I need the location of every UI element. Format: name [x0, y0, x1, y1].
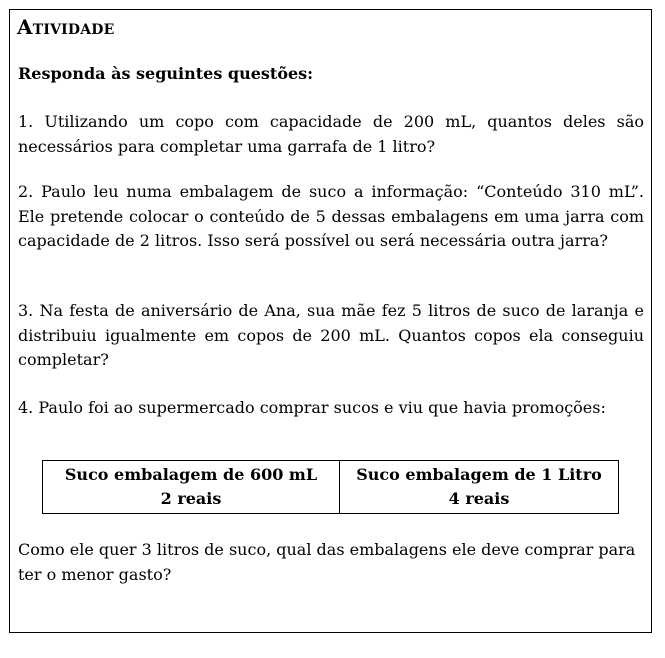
promotion-price: 2 reais — [160, 489, 222, 508]
closing-question: Como ele quer 3 litros de suco, qual das embalagens ele deve comprar para ter o menor gasto? — [18, 540, 636, 584]
promotion-product: Suco embalagem de 600 mL — [64, 465, 318, 484]
promotion-cell-600ml — [43, 461, 340, 514]
promotion-cell-1litro — [340, 461, 619, 514]
promotions-row — [43, 461, 619, 514]
promotion-price: 4 reais — [448, 489, 510, 508]
promotions-table — [42, 460, 619, 514]
instruction-text: Responda às seguintes questões: — [18, 64, 314, 83]
question-4: 4. Paulo foi ao supermercado comprar sucos e viu que havia promoções: — [18, 398, 606, 417]
promotion-product: Suco embalagem de 1 Litro — [356, 465, 602, 484]
activity-title: Atividade — [17, 15, 115, 39]
question-2: 2. Paulo leu numa embalagem de suco a informação: “Conteúdo 310 mL”. Ele pretende colocar o conteúdo de 5 dessas embalagens em uma jarra com capacidade de 2 litros. Isso será possível ou será necessária outra jarra? — [18, 182, 644, 250]
question-3: 3. Na festa de aniversário de Ana, sua mãe fez 5 litros de suco de laranja e distribuiu igualmente em copos de 200 mL. Quantos copos ela conseguiu completar? — [18, 301, 644, 369]
question-1: 1. Utilizando um copo com capacidade de 200 mL, quantos deles são necessários para completar uma garrafa de 1 litro? — [18, 112, 644, 156]
